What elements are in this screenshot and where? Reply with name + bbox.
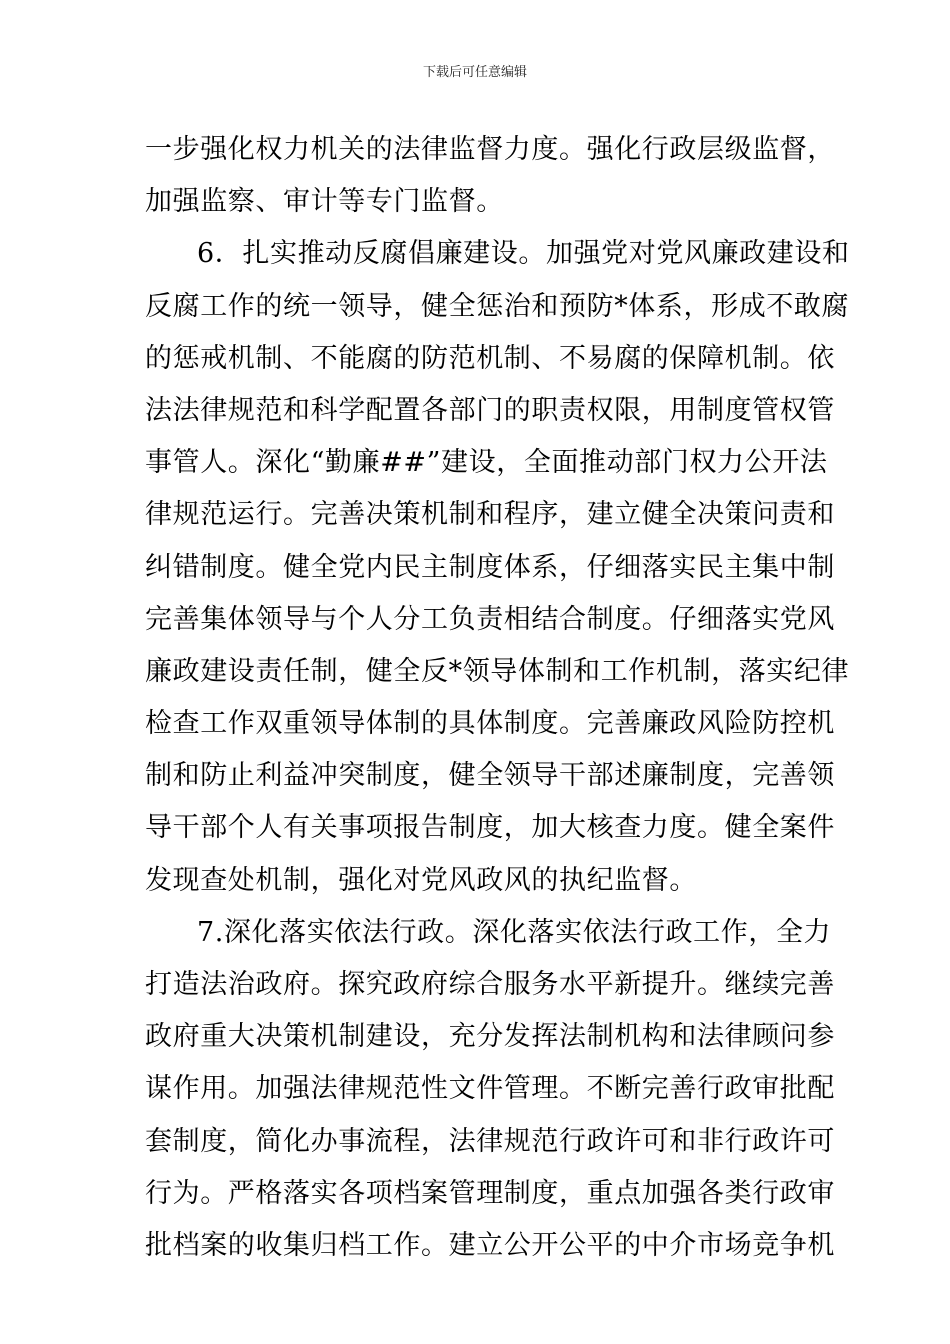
paragraph-6-start: 6．扎实推动反腐倡廉建设。加强党对党风廉政建设和 [197,238,850,270]
text-line: 的惩戒机制、不能腐的防范机制、不易腐的保障机制。依 [145,342,835,374]
text-line: 发现查处机制，强化对党风政风的执纪监督。 [145,864,697,896]
text-line: 事管人。深化“勤廉##”建设，全面推动部门权力公开法 [145,447,828,479]
page-header: 下载后可任意编辑 [422,65,527,80]
text-line: 导干部个人有关事项报告制度，加大核查力度。健全案件 [145,812,835,844]
text-line: 加强监察、审计等专门监督。 [145,186,504,218]
text-line: 谋作用。加强法律规范性文件管理。不断完善行政审批配 [145,1073,835,1105]
text-line: 纠错制度。健全党内民主制度体系，仔细落实民主集中制 [145,551,835,583]
text-line: 律规范运行。完善决策机制和程序，建立健全决策问责和 [145,499,835,531]
text-line: 打造法治政府。探究政府综合服务水平新提升。继续完善 [145,969,835,1000]
text-line: 完善集体领导与个人分工负责相结合制度。仔细落实党风 [145,603,835,635]
text-line: 检查工作双重领导体制的具体制度。完善廉政风险防控机 [145,708,835,740]
text-line: 制和防止利益冲突制度，健全领导干部述廉制度，完善领 [145,760,835,792]
text-line: 政府重大决策机制建设，充分发挥法制机构和法律顾问参 [145,1021,835,1053]
document-body [145,124,850,1272]
text-line: 一步强化权力机关的法律监督力度。强化行政层级监督， [145,134,835,165]
paragraph-7-start: 7.深化落实依法行政。深化落实依法行政工作，全力 [197,916,832,948]
text-line: 法法律规范和科学配置各部门的职责权限，用制度管权管 [145,394,835,426]
text-line: 套制度，简化办事流程，法律规范行政许可和非行政许可 [145,1125,835,1157]
text-line: 批档案的收集归档工作。建立公开公平的中介市场竞争机 [145,1229,835,1261]
text-line: 行为。严格落实各项档案管理制度，重点加强各类行政审 [145,1177,835,1209]
text-line: 廉政建设责任制，健全反*领导体制和工作机制，落实纪律 [145,655,850,687]
text-line: 反腐工作的统一领导，健全惩治和预防*体系，形成不敢腐 [145,290,850,322]
